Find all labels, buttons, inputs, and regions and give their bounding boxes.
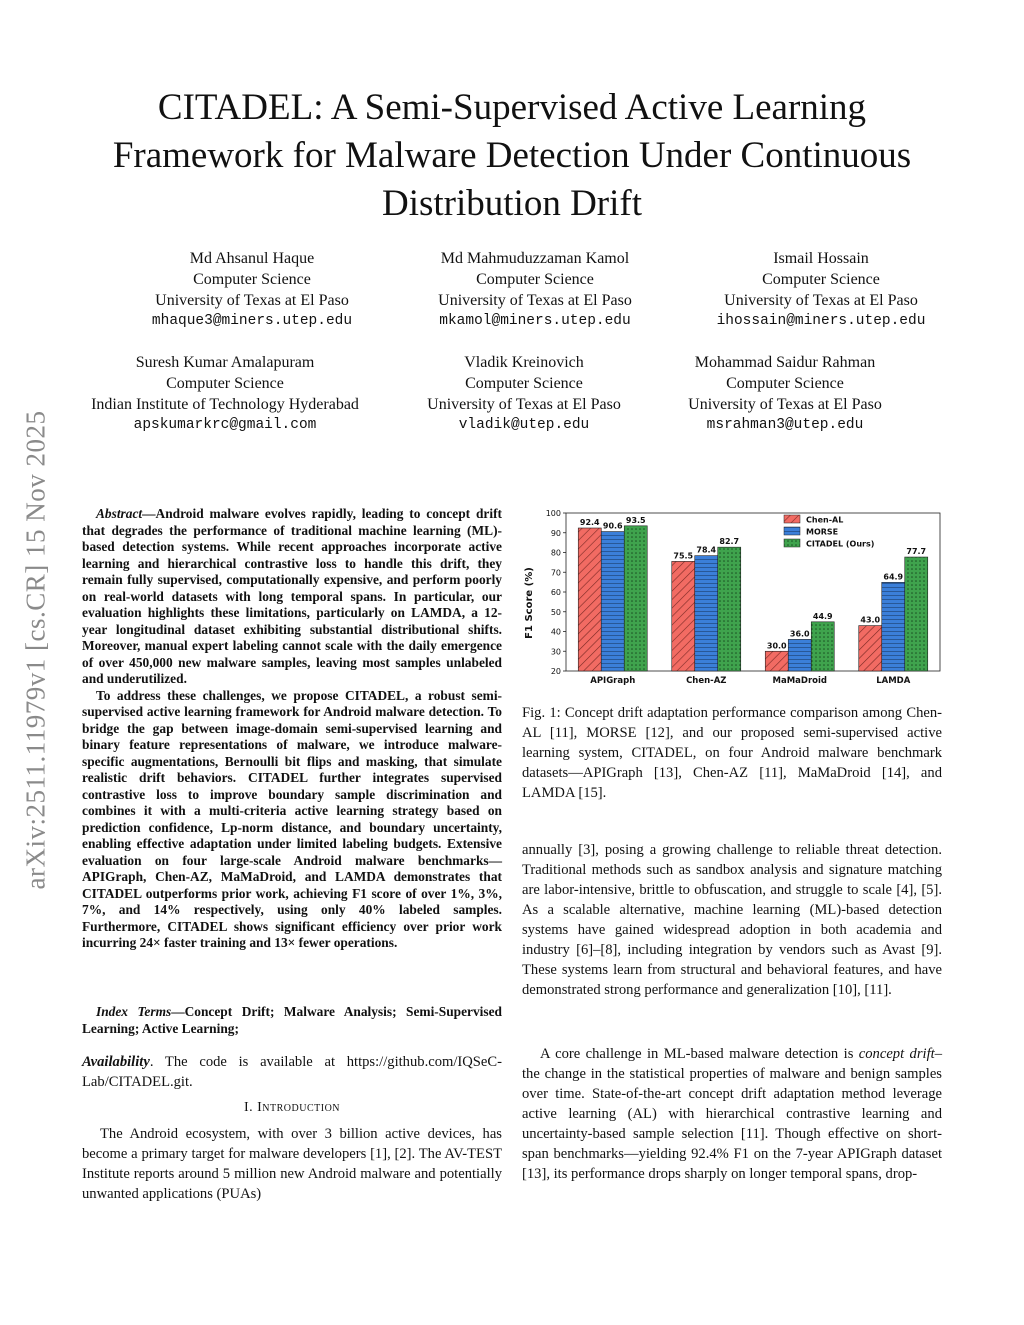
arxiv-id-text: arXiv:2511.11979v1 [cs.CR] 15 Nov 2025: [20, 410, 51, 890]
bar-value-label: 75.5: [673, 551, 694, 561]
author-block-4: [55, 352, 395, 436]
author-org: University of Texas at El Paso: [688, 396, 882, 413]
y-tick-label: 50: [550, 607, 561, 617]
y-tick-label: 20: [550, 667, 561, 676]
author-org: University of Texas at El Paso: [724, 292, 918, 309]
legend-swatch: [784, 515, 800, 523]
author-org: University of Texas at El Paso: [438, 292, 632, 309]
author-name: Mohammad Saidur Rahman: [694, 354, 876, 371]
bar-chen-al-apigraph: [578, 528, 601, 671]
bar-value-label: 78.4: [696, 545, 717, 555]
legend-swatch: [784, 527, 800, 535]
author-dept: Computer Science: [465, 375, 583, 392]
author-name: Vladik Kreinovich: [464, 354, 584, 371]
availability-text[interactable]: . The code is available at https://github.com/IQSeC-Lab/CITADEL.git.: [82, 1054, 502, 1090]
abstract: [82, 506, 502, 952]
author-name: Ismail Hossain: [773, 250, 869, 267]
author-email: apskumarkrc@gmail.com: [133, 417, 317, 433]
author-org: University of Texas at El Paso: [427, 396, 621, 413]
bar-morse-apigraph: [601, 532, 624, 671]
y-tick-label: 100: [545, 509, 561, 518]
author-dept: Computer Science: [762, 271, 880, 288]
author-email: vladik@utep.edu: [458, 417, 590, 433]
author-name: Suresh Kumar Amalapuram: [135, 354, 315, 371]
author-dept: Computer Science: [476, 271, 594, 288]
abstract-paragraph-2: To address these challenges, we propose CITADEL, a robust semi-supervised active learning framework for Android malware detection. To bridge the gap between image-domain semi-supervised learning and binary feature representations of malware, we introduce malware-specific augmentations, Bernoulli bit flips and masking, that simulate realistic drift behaviors. CITADEL further integrates supervised contrastive loss to improve boundary sample discrimination and combines it with a multi-criteria active learning strategy based on prediction confidence, Lp-norm distance, and boundary uncertainty, enabling effective adaptation under limited labeling budgets. Extensive evaluation on four large-scale Android malware benchmarks—APIGraph, Chen-AZ, MaMaDroid, and LAMDA demonstrates that CITADEL outperforms prior work, achieving F1 score of over 1%, 3%, 7%, and 14% respectively, using only 40% labeled samples. Furthermore, CITADEL shows significant efficiency over prior work incurring 24× faster training and 13× fewer operations.: [82, 687, 502, 950]
bar-citadel-ours--chen-az: [718, 547, 741, 671]
availability: [82, 1052, 502, 1092]
author-dept: Computer Science: [166, 375, 284, 392]
legend-swatch: [784, 539, 800, 547]
x-category-label: APIGraph: [590, 676, 636, 686]
figure-caption: Fig. 1: Concept drift adaptation performance comparison among Chen-AL [11], MORSE [12], and our proposed semi-supervised active learning system, CITADEL, on four Android malware benchmark datasets—APIGraph [13], Chen-AZ [11], MaMaDroid [14], and LAMDA [15].: [522, 705, 942, 801]
y-axis-label: F1 Score (%): [524, 567, 535, 639]
x-category-label: Chen-AZ: [686, 676, 727, 686]
availability-label: Availability: [82, 1054, 150, 1070]
y-tick-label: 30: [550, 647, 561, 657]
author-email: mhaque3@miners.utep.edu: [151, 313, 353, 329]
chart-plot-area: [524, 509, 940, 686]
abstract-text-1: —Android malware evolves rapidly, leading to concept drift that degrades the performance of traditional machine learning (ML)-based detection systems. While recent approaches incorporate active learning and hierarchical contrastive loss to handle this drift, they remain fully supervised, computationally expensive, and perform poorly on real-world datasets with long temporal spans. In particular, our evaluation highlights these limitations, particularly on LAMDA, a 12-year longitudinal dataset exhibiting substantial distributional shifts. Moreover, manual expert labeling cannot scale with the daily emergence of over 450,000 new malware samples, leaving most samples unlabeled and underutilized.: [82, 506, 502, 686]
body-paragraph-1: annually [3], posing a growing challenge to reliable threat detection. Traditional methods such as sandbox analysis and signature matching are labor-intensive, brittle to obfuscation, and struggle to scale [4], [5]. As a scalable alternative, machine learning (ML)-based detection systems have gained widespread adoption in both academia and industry [6]–[8], including integration by vendors such as Avast [9]. These systems learn from structural and behavioral features, and have demonstrated strong performance and generalization [10], [11].: [522, 842, 942, 998]
author-email: mkamol@miners.utep.edu: [439, 313, 631, 329]
body-text-a: A core challenge in ML-based malware detection is: [540, 1046, 859, 1062]
legend-entry: CITADEL (Ours): [806, 539, 875, 549]
abstract-label: Abstract: [96, 506, 143, 521]
bar-morse-chen-az: [695, 556, 718, 671]
bar-value-label: 30.0: [766, 641, 787, 651]
legend-entry: MORSE: [806, 527, 839, 537]
x-category-label: LAMDA: [876, 676, 911, 686]
author-org: Indian Institute of Technology Hyderabad: [91, 396, 359, 413]
bar-value-label: 44.9: [812, 611, 833, 621]
legend-entry: Chen-AL: [806, 515, 844, 525]
y-tick-label: 40: [550, 627, 561, 637]
body-emphasis: concept drift: [858, 1046, 935, 1062]
bar-value-label: 82.7: [719, 537, 740, 547]
bar-citadel-ours--apigraph: [624, 526, 647, 671]
author-dept: Computer Science: [726, 375, 844, 392]
author-email: msrahman3@utep.edu: [706, 417, 864, 433]
paper-title: CITADEL: A Semi-Supervised Active Learning Framework for Malware Detection Under Continuous Distribution Drift: [112, 87, 912, 224]
author-email: ihossain@miners.utep.edu: [716, 313, 926, 329]
bar-value-label: 90.6: [602, 521, 623, 531]
author-org: University of Texas at El Paso: [155, 292, 349, 309]
y-tick-label: 60: [550, 588, 561, 597]
bar-chen-al-mamadroid: [765, 651, 788, 671]
author-name: Md Mahmuduzzaman Kamol: [440, 250, 630, 267]
author-dept: Computer Science: [193, 271, 311, 288]
bar-value-label: 93.5: [625, 515, 646, 525]
x-category-label: MaMaDroid: [772, 676, 827, 686]
bar-value-label: 92.4: [579, 518, 600, 528]
author-block-6: [615, 352, 955, 436]
f1-bar-chart: [522, 503, 944, 695]
bar-chen-al-chen-az: [672, 561, 695, 671]
intro-paragraph: The Android ecosystem, with over 3 billion active devices, has become a primary target for malware developers [1], [2]. The AV-TEST Institute reports around 5 million new Android malware and potentially unwanted applications (PUAs): [82, 1126, 502, 1202]
body-paragraph-2: [522, 1044, 942, 1184]
bar-citadel-ours--mamadroid: [811, 622, 834, 671]
index-terms-text: —Concept Drift; Malware Analysis; Semi-Supervised Learning; Active Learning;: [82, 1004, 502, 1036]
index-terms: [82, 1004, 502, 1037]
y-tick-label: 80: [550, 548, 561, 558]
bar-citadel-ours--lamda: [905, 557, 928, 671]
section-heading-introduction: I. Introduction: [243, 1100, 341, 1115]
bar-value-label: 36.0: [789, 629, 810, 639]
bar-value-label: 77.7: [906, 547, 927, 557]
bar-morse-mamadroid: [788, 639, 811, 671]
bar-value-label: 43.0: [860, 615, 881, 625]
y-tick-label: 90: [550, 528, 561, 538]
bar-morse-lamda: [882, 582, 905, 671]
abstract-paragraph-1: [82, 506, 502, 688]
index-terms-label: Index Terms: [96, 1004, 172, 1019]
bar-chen-al-lamda: [859, 626, 882, 671]
body-text-b: –the change in the statistical properties of malware and benign samples over time. State-of-the-art concept drift adaptation method leverage active learning (AL) with hierarchical contrastive learning and uncertainty-based sample selection [11]. Though effective on short-span benchmarks—yielding 92.4% F1 on the 7-year APIGraph dataset [13], its performance drops sharply on longer temporal spans, drop-: [522, 1046, 942, 1182]
author-block-3: [651, 248, 991, 332]
bar-value-label: 64.9: [883, 572, 904, 582]
author-name: Md Ahsanul Haque: [189, 250, 315, 267]
y-tick-label: 70: [550, 568, 561, 578]
